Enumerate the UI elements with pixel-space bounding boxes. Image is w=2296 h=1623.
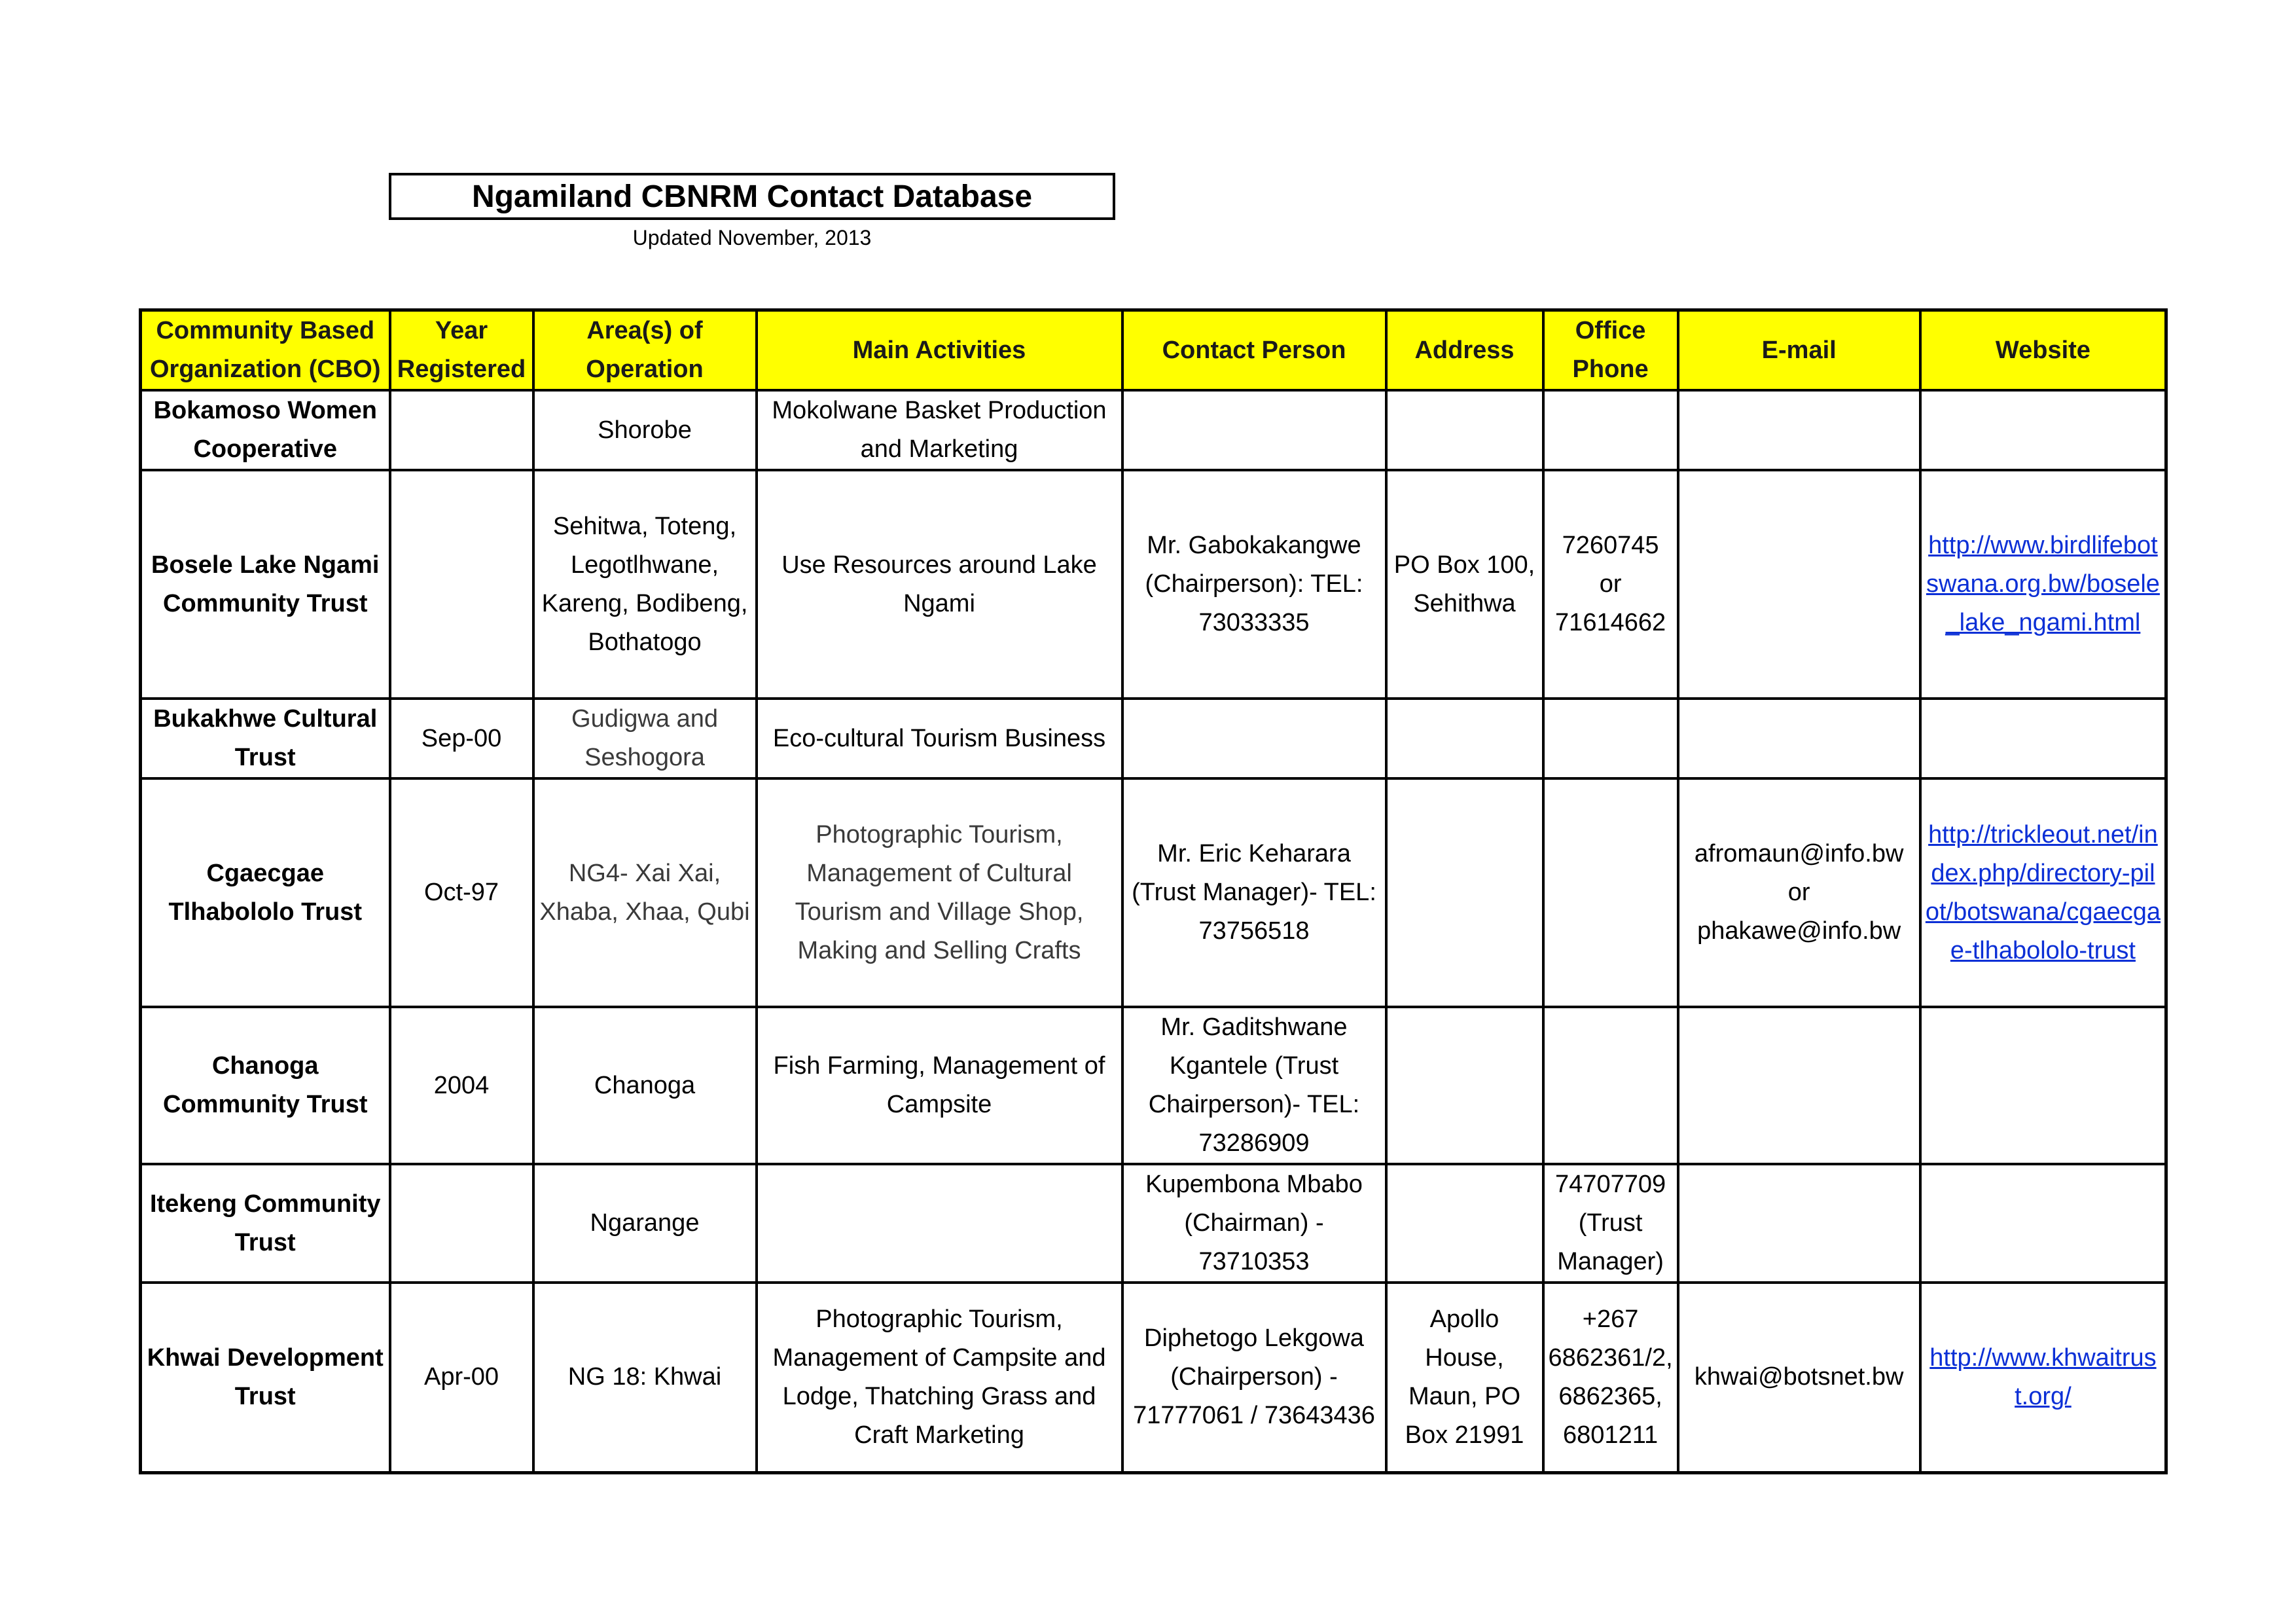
- website: [1920, 390, 2166, 470]
- table-row: [141, 778, 2166, 1007]
- office-phone: [1543, 1007, 1678, 1164]
- header-phone: Office Phone: [1543, 310, 1678, 391]
- website: [1920, 1007, 2166, 1164]
- address: [1386, 1007, 1543, 1164]
- website-link[interactable]: http://trickleout.net/index.php/directory-pilot/botswana/cgaecgae-tlhabololo-trust: [1925, 820, 2161, 964]
- contact-table: [139, 308, 2168, 1474]
- email: [1678, 470, 1920, 699]
- areas-of-operation: NG4- Xai Xai, Xhaba, Xhaa, Qubi: [533, 778, 757, 1007]
- cbo-name: Bosele Lake Ngami Community Trust: [141, 470, 390, 699]
- areas-of-operation: Ngarange: [533, 1164, 757, 1283]
- address: [1386, 699, 1543, 778]
- email: [1678, 699, 1920, 778]
- header-year: Year Registered: [390, 310, 533, 391]
- year-registered: [390, 1164, 533, 1283]
- contact-person: Diphetogo Lekgowa (Chairperson) - 71777061 / 73643436: [1122, 1283, 1386, 1472]
- areas-of-operation: Sehitwa, Toteng, Legotlhwane, Kareng, Bodibeng, Bothatogo: [533, 470, 757, 699]
- address: Apollo House, Maun, PO Box 21991: [1386, 1283, 1543, 1472]
- office-phone: [1543, 699, 1678, 778]
- year-registered: Sep-00: [390, 699, 533, 778]
- office-phone: 7260745 or 71614662: [1543, 470, 1678, 699]
- cbo-name: Bukakhwe Cultural Trust: [141, 699, 390, 778]
- office-phone: [1543, 778, 1678, 1007]
- contact-person: Mr. Gaditshwane Kgantele (Trust Chairperson)- TEL: 73286909: [1122, 1007, 1386, 1164]
- main-activities: [757, 1164, 1122, 1283]
- cbo-name: Bokamoso Women Cooperative: [141, 390, 390, 470]
- areas-of-operation: Shorobe: [533, 390, 757, 470]
- main-activities: Eco-cultural Tourism Business: [757, 699, 1122, 778]
- year-registered: 2004: [390, 1007, 533, 1164]
- address: PO Box 100, Sehithwa: [1386, 470, 1543, 699]
- table-row: [141, 390, 2166, 470]
- table-row: [141, 470, 2166, 699]
- main-activities: Photographic Tourism, Management of Cultural Tourism and Village Shop, Making and Selling Crafts: [757, 778, 1122, 1007]
- areas-of-operation: Chanoga: [533, 1007, 757, 1164]
- main-activities: Use Resources around Lake Ngami: [757, 470, 1122, 699]
- year-registered: [390, 470, 533, 699]
- office-phone: 74707709 (Trust Manager): [1543, 1164, 1678, 1283]
- header-cbo: Community Based Organization (CBO): [141, 310, 390, 391]
- cbo-name: Khwai Development Trust: [141, 1283, 390, 1472]
- year-registered: [390, 390, 533, 470]
- contact-person: Mr. Gabokakangwe (Chairperson): TEL: 73033335: [1122, 470, 1386, 699]
- address: [1386, 390, 1543, 470]
- cbo-name: Itekeng Community Trust: [141, 1164, 390, 1283]
- year-registered: Apr-00: [390, 1283, 533, 1472]
- updated-date: Updated November, 2013: [632, 226, 872, 249]
- header-activities: Main Activities: [757, 310, 1122, 391]
- year-registered: Oct-97: [390, 778, 533, 1007]
- areas-of-operation: Gudigwa and Seshogora: [533, 699, 757, 778]
- website: [1920, 1164, 2166, 1283]
- table-row: [141, 699, 2166, 778]
- address: [1386, 778, 1543, 1007]
- cbo-name: Cgaecgae Tlhabololo Trust: [141, 778, 390, 1007]
- main-activities: Photographic Tourism, Management of Campsite and Lodge, Thatching Grass and Craft Marketing: [757, 1283, 1122, 1472]
- header-website: Website: [1920, 310, 2166, 391]
- header-contact: Contact Person: [1122, 310, 1386, 391]
- contact-person: [1122, 390, 1386, 470]
- website: [1920, 699, 2166, 778]
- website-link[interactable]: http://www.birdlifebotswana.org.bw/bosele_lake_ngami.html: [1926, 532, 2160, 636]
- header-row: [141, 310, 2166, 391]
- page-title: Ngamiland CBNRM Contact Database: [389, 173, 1115, 220]
- email: [1678, 1164, 1920, 1283]
- table-row: [141, 1164, 2166, 1283]
- header-email: E-mail: [1678, 310, 1920, 391]
- address: [1386, 1164, 1543, 1283]
- areas-of-operation: NG 18: Khwai: [533, 1283, 757, 1472]
- website-link[interactable]: http://www.khwaitrust.org/: [1929, 1343, 2157, 1410]
- office-phone: [1543, 390, 1678, 470]
- contact-person: Kupembona Mbabo (Chairman) - 73710353: [1122, 1164, 1386, 1283]
- email: [1678, 390, 1920, 470]
- email: khwai@botsnet.bw: [1678, 1283, 1920, 1472]
- header-areas: Area(s) of Operation: [533, 310, 757, 391]
- main-activities: Mokolwane Basket Production and Marketing: [757, 390, 1122, 470]
- contact-person: Mr. Eric Keharara (Trust Manager)- TEL: 73756518: [1122, 778, 1386, 1007]
- table-row: [141, 1007, 2166, 1164]
- office-phone: +267 6862361/2, 6862365, 6801211: [1543, 1283, 1678, 1472]
- contact-person: [1122, 699, 1386, 778]
- cbo-name: Chanoga Community Trust: [141, 1007, 390, 1164]
- email: [1678, 1007, 1920, 1164]
- main-activities: Fish Farming, Management of Campsite: [757, 1007, 1122, 1164]
- email: afromaun@info.bw or phakawe@info.bw: [1678, 778, 1920, 1007]
- table-row: [141, 1283, 2166, 1472]
- header-address: Address: [1386, 310, 1543, 391]
